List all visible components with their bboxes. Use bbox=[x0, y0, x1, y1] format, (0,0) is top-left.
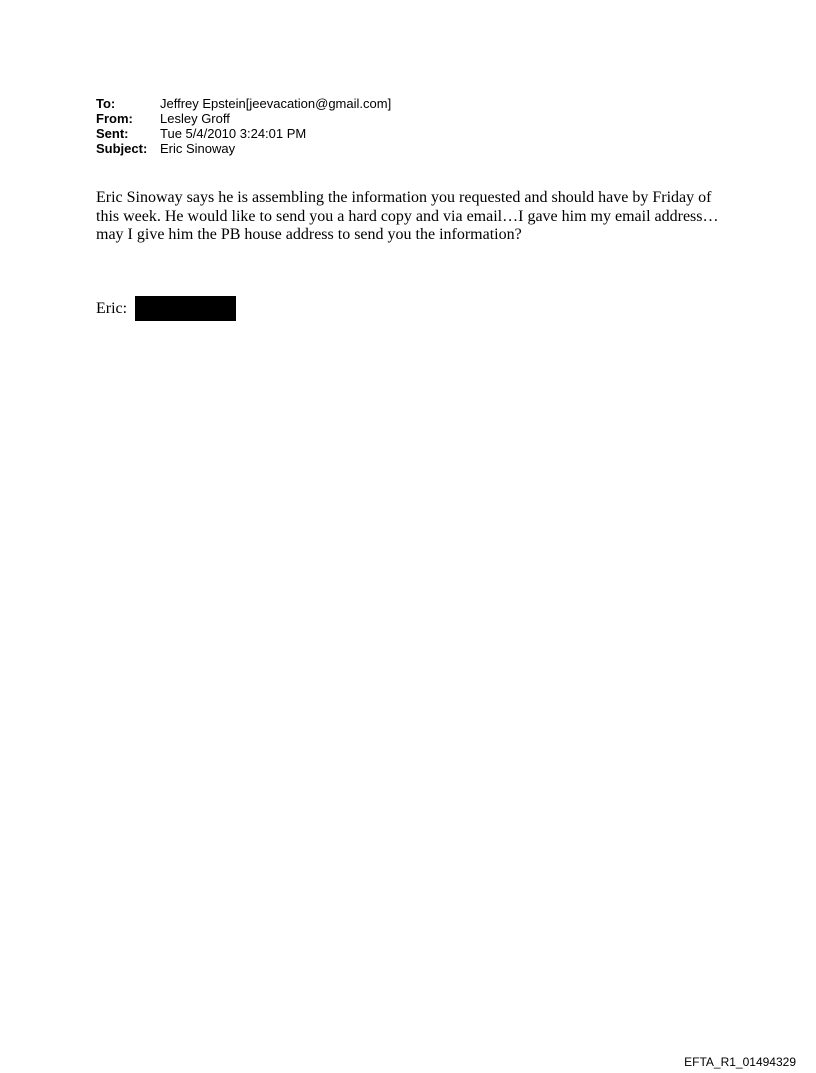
email-body bbox=[96, 189, 736, 245]
email-body-paragraph: Eric Sinoway says he is assembling the information you requested and should have by Friday of this week. He would like to send you a hard copy and via email…I gave him my email address…may I give him the PB house address to send you the information? bbox=[96, 189, 719, 243]
redaction-box bbox=[135, 296, 236, 321]
to-value: Jeffrey Epstein[jeevacation@gmail.com] bbox=[160, 96, 392, 111]
from-label: From: bbox=[96, 111, 133, 126]
sent-row bbox=[96, 126, 391, 141]
from-row bbox=[96, 111, 391, 126]
subject-label: Subject: bbox=[96, 141, 148, 156]
sent-label: Sent: bbox=[96, 126, 129, 141]
to-row bbox=[96, 96, 391, 111]
signature-line bbox=[96, 296, 236, 321]
subject-value: Eric Sinoway bbox=[160, 141, 236, 156]
sent-value: Tue 5/4/2010 3:24:01 PM bbox=[160, 126, 307, 141]
bates-number: EFTA_R1_01494329 bbox=[684, 1055, 796, 1069]
to-label: To: bbox=[96, 96, 116, 111]
email-header bbox=[96, 96, 391, 156]
from-value: Lesley Groff bbox=[160, 111, 230, 126]
subject-row bbox=[96, 141, 391, 156]
signature-label: Eric: bbox=[96, 299, 128, 317]
